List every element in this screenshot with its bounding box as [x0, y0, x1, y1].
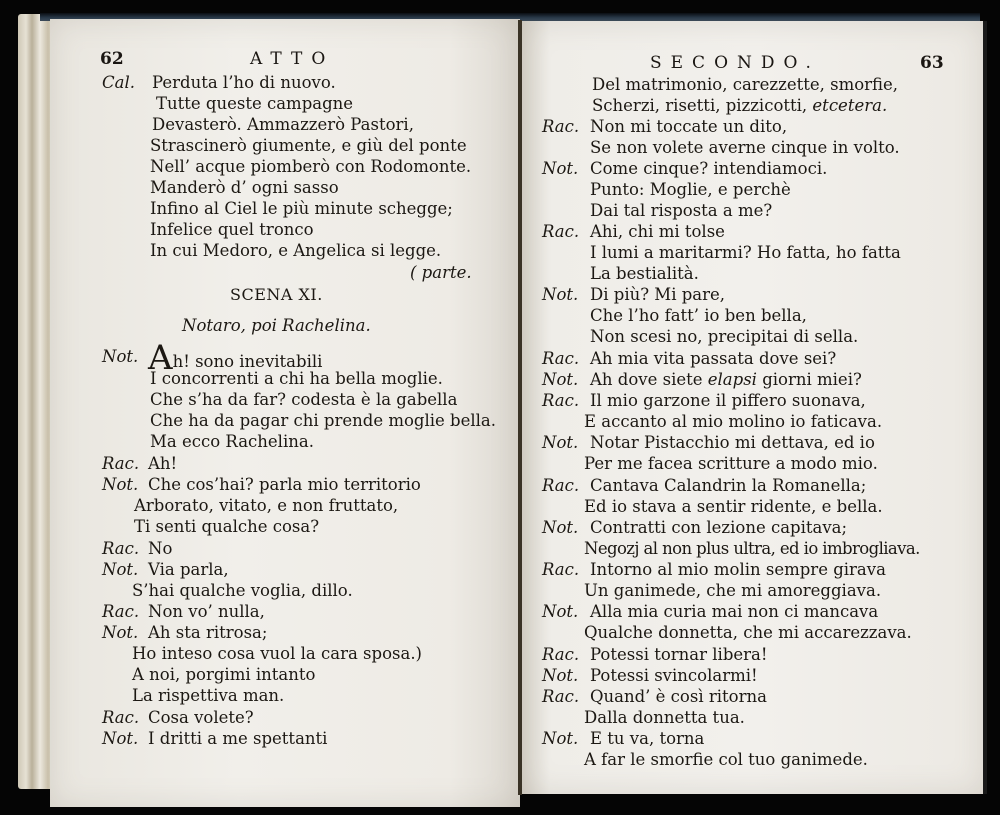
text-line: Nell’ acque piomberò con Rodomonte.: [150, 157, 472, 176]
text-line: Negozj al non plus ultra, ed io imbrogliava.: [584, 539, 920, 558]
speaker-label: Rac.: [102, 539, 140, 558]
page-number-left: 62: [100, 49, 124, 69]
speaker-label: Not.: [542, 666, 579, 685]
speaker-label: Rac.: [542, 117, 580, 136]
scene-title: SCENA XI.: [230, 285, 323, 304]
text-line: Devasterò. Ammazzerò Pastori,: [152, 115, 414, 134]
text-line: Dalla donnetta tua.: [584, 708, 745, 727]
speaker-label: Not.: [542, 370, 579, 389]
text-line: A noi, porgimi intanto: [132, 665, 316, 684]
text-line: A far le smorfie col tuo ganimede.: [584, 750, 868, 769]
text-line: I lumi a maritarmi? Ho fatta, ho fatta: [590, 243, 901, 262]
running-head-left: ATTO: [250, 49, 335, 69]
text-line: Che s’ha da far? codesta è la gabella: [150, 390, 458, 409]
scene-persons: Notaro, poi Rachelina.: [182, 316, 371, 335]
speaker-label: Rac.: [542, 222, 580, 241]
text-line: Qualche donnetta, che mi accarezzava.: [584, 623, 912, 642]
speaker-label: Not.: [102, 623, 139, 642]
speaker-label: Not.: [102, 347, 139, 366]
speaker-label: Not.: [542, 159, 579, 178]
running-head-right: SECONDO.: [650, 53, 820, 73]
text-line: Del matrimonio, carezzette, smorfie,: [592, 75, 899, 94]
speaker-label: Cal.: [102, 73, 135, 92]
speaker-label: Rac.: [102, 454, 140, 473]
text-line: Per me facea scritture a modo mio.: [584, 454, 878, 473]
text-line: Ti senti qualche cosa?: [134, 517, 320, 536]
speaker-label: Rac.: [542, 687, 580, 706]
text-line: Manderò d’ ogni sasso: [150, 178, 339, 197]
speaker-label: Rac.: [542, 391, 580, 410]
speaker-label: Not.: [102, 729, 139, 748]
drop-cap: A: [148, 338, 173, 378]
text-line: S’hai qualche voglia, dillo.: [132, 581, 353, 600]
text-line: Se non volete averne cinque in volto.: [590, 138, 900, 157]
text-line: Dai tal risposta a me?: [590, 201, 773, 220]
text-line: Che l’ho fatt’ io ben bella,: [590, 306, 807, 325]
text-line: E accanto al mio molino io faticava.: [584, 412, 883, 431]
text-line: Strascinerò giumente, e giù del ponte: [150, 136, 467, 155]
right-page: SECONDO. 63 Del matrimonio, carezzette, smorfie, Scherzi, risetti, pizzicotti, etcetera. Rac. Non mi toccate un dito, Se non volete averne cinque in volto. Not. Come cinque? intendiamoci. Punto: Moglie, e perchè Dai tal risposta a me? Rac. Ahi, chi mi tolse I lumi a maritarmi? Ho fatta, ho fatta La bestialità. Not. Di più? Mi pare, Che l’ho fatt’ io ben bella, Non scesi no, precipitai di sella. Rac. Ah mia vita passata dove sei? Not. Ah dove siete elapsi giorni miei? Rac. Il mio garzone il piffero suonava, E accanto al mio molino io faticava. Not. Notar Pistacchio mi dettava, ed io Per me facea scritture a modo mio. Rac. Cantava Calandrin la Romanella; Ed io stava a sentir ridente, e bella. Not. Contratti con lezione capitava; Negozj al non plus ultra, ed io imbrogliava. Rac. Intorno al mio molin sempre girava Un ganimede, che mi amoreggiava. Not. Alla mia curia mai non ci mancava Qualche donnetta, che mi accarezzava. Rac. Potessi tornar libera! Not. Potessi svincolarmi! Rac. Quand’ è così ritorna Dalla donnetta tua. Not. E tu va, torna A far le smorfie col tuo ganimede.: [522, 21, 984, 794]
text-line: Infelice quel tronco: [150, 220, 314, 239]
text-line: Ma ecco Rachelina.: [150, 432, 314, 451]
text-line: Non scesi no, precipitai di sella.: [590, 327, 859, 346]
speaker-label: Rac.: [102, 708, 140, 727]
speaker-label: Not.: [102, 475, 139, 494]
text-line: Infino al Ciel le più minute schegge;: [150, 199, 453, 218]
speaker-label: Rac.: [542, 476, 580, 495]
speaker-label: Not.: [542, 729, 579, 748]
text-line: Tutte queste campagne: [156, 94, 354, 113]
page-number-right: 63: [920, 53, 944, 73]
text-line: La bestialità.: [590, 264, 699, 283]
text-line: Arborato, vitato, e non fruttato,: [134, 496, 399, 515]
speaker-label: Rac.: [102, 602, 140, 621]
stage-direction: ( parte.: [410, 263, 472, 282]
text-line: I concorrenti a chi ha bella moglie.: [150, 369, 443, 388]
text-line: In cui Medoro, e Angelica si legge.: [150, 241, 442, 260]
speaker-label: Rac.: [542, 560, 580, 579]
speaker-label: Rac.: [542, 645, 580, 664]
left-page: 62 ATTO Cal. Perduta l’ho di nuovo. Tutte queste campagne Devasterò. Ammazzerò Pastori, Strascinerò giumente, e giù del ponte Nell’ acque piomberò con Rodomonte. Manderò d’ ogni sasso Infino al Ciel le più minute schegge; Infelice quel tronco In cui Medoro, e Angelica si legge. ( parte. SCENA XI. Notaro, poi Rachelina. Not. Ah! sono inevitabili I concorrenti a chi ha bella moglie. Che s’ha da far? codesta è la gabella Che ha da pagar chi prende moglie bella. Ma ecco Rachelina. Rac. Ah! Not. Che cos’hai? parla mio territorio Arborato, vitato, e non fruttato, Ti senti qualche cosa? Rac. No Not. Via parla, S’hai qualche voglia, dillo. Rac. Non vo’ nulla, Not. Ah sta ritrosa; Ho inteso cosa vuol la cara sposa.) A noi, porgimi intanto La rispettiva man. Rac. Cosa volete? Not. I dritti a me spettanti: [50, 19, 520, 807]
text-line: Punto: Moglie, e perchè: [590, 180, 791, 199]
text-line: La rispettiva man.: [132, 686, 285, 705]
text-line: Ho inteso cosa vuol la cara sposa.): [132, 644, 422, 663]
speaker-label: Not.: [542, 602, 579, 621]
text-line: Un ganimede, che mi amoreggiava.: [584, 581, 882, 600]
right-page-edge: [983, 21, 987, 794]
speaker-label: Not.: [102, 560, 139, 579]
speaker-label: Rac.: [542, 349, 580, 368]
speaker-label: Not.: [542, 433, 579, 452]
text-line: Ed io stava a sentir ridente, e bella.: [584, 497, 883, 516]
text-line: Scherzi, risetti, pizzicotti, etcetera.: [592, 96, 888, 115]
speaker-label: Not.: [542, 285, 579, 304]
text-line: Che ha da pagar chi prende moglie bella.: [150, 411, 497, 430]
speaker-label: Not.: [542, 518, 579, 537]
